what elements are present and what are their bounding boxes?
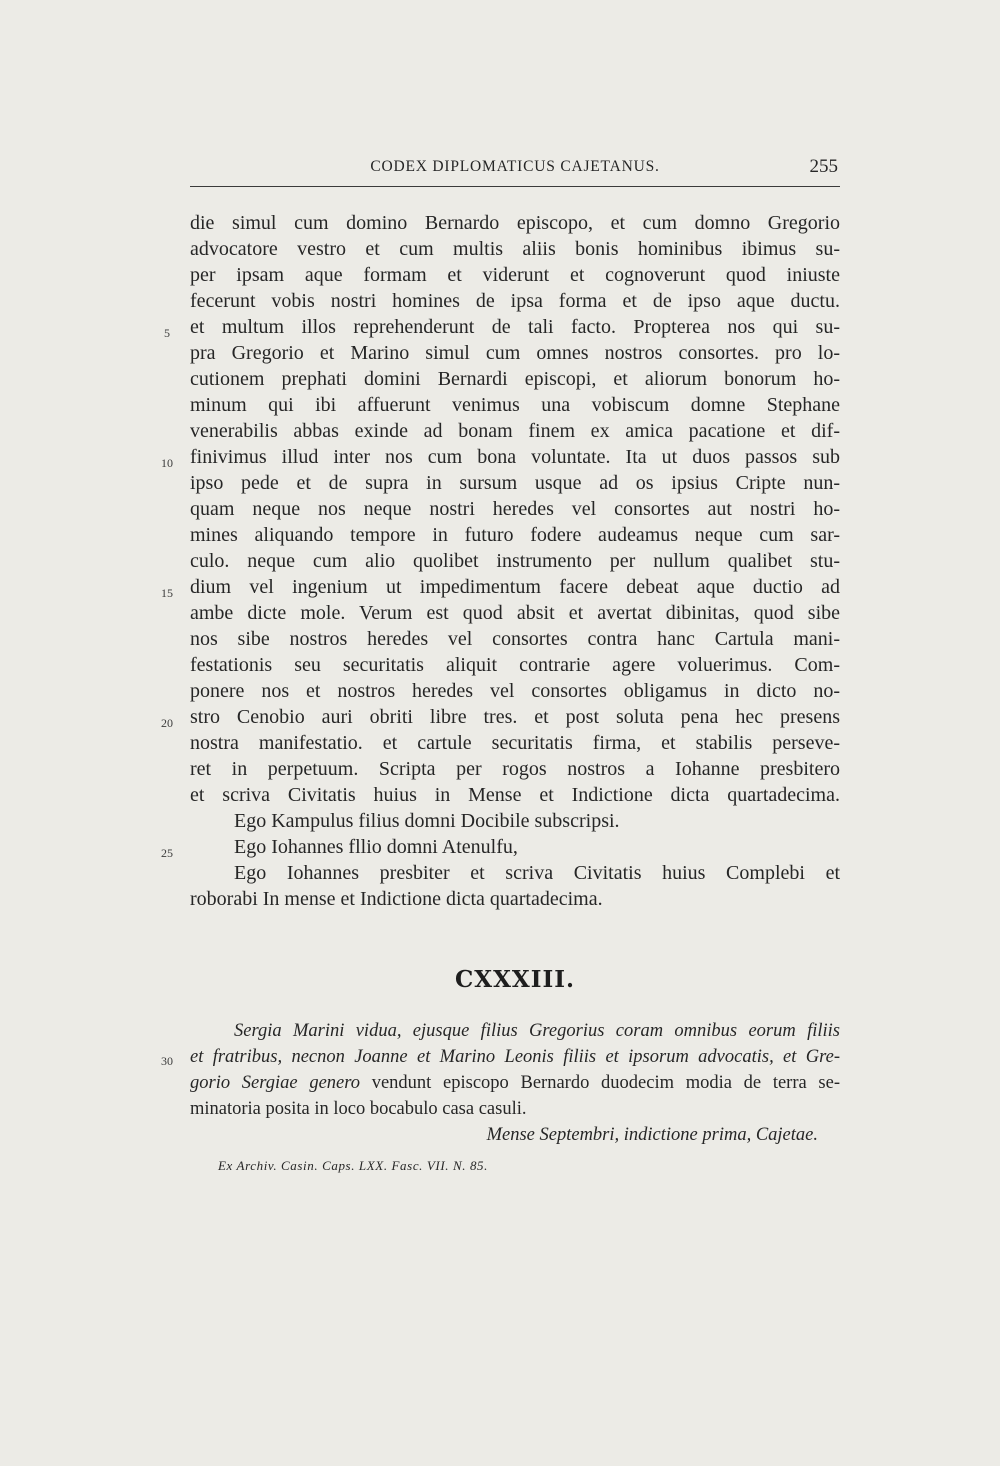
text-line: cutionem prephati domini Bernardi episcopi, et aliorum bonorum ho-: [190, 368, 840, 390]
text-line: festationis seu securitatis aliquit contrarie agere voluerimus. Com-: [190, 654, 840, 676]
margin-line-number: 30: [161, 1054, 173, 1068]
signature-line: Ego Iohannes presbiter et scriva Civitatis huius Complebi et: [234, 862, 840, 884]
summary-line: [190, 1070, 840, 1096]
text-line: quam neque nos neque nostri heredes vel consortes aut nostri ho-: [190, 498, 840, 520]
text-line: nostra manifestatio. et cartule securitatis firma, et stabilis persevе-: [190, 732, 840, 754]
text-line: stro Cenobio auri obriti libre tres. et post soluta pena hec presens: [190, 706, 840, 728]
text-line: finivimus illud inter nos cum bona voluntate. Ita ut duos passos sub: [190, 446, 840, 468]
text-line: venerabilis abbas exinde ad bonam finem ex amica pacatione et dif-: [190, 420, 840, 442]
text-line: ret in perpetuum. Scripta per rogos nostros a Iohanne presbitero: [190, 758, 840, 780]
margin-line-number: 25: [161, 846, 173, 860]
text-line: advocatore vestro et cum multis aliis bonis hominibus ibimus su-: [190, 238, 840, 260]
summary-italic-part: gorio Sergiae genero: [190, 1073, 361, 1093]
text-line: minum qui ibi affuerunt venimus una vobiscum domne Stephane: [190, 394, 840, 416]
summary-line: et fratribus, necnon Joanne et Marino Leonis filiis et ipsorum advocatis, et Gre-: [190, 1047, 840, 1067]
margin-line-number: 15: [161, 586, 173, 600]
text-line: pra Gregorio et Marino simul cum omnes nostros consortes. pro lo-: [190, 342, 840, 364]
text-line: et scriva Civitatis huius in Mense et Indictione dicta quartadecima.: [190, 784, 840, 806]
text-line: ambe dicte mole. Verum est quod absit et avertat dibinitas, quod sibe: [190, 602, 840, 624]
signature-line: Ego Iohannes fllio domni Atenulfu,: [234, 836, 518, 858]
summary-line: minatoria posita in loco bocabulo casa casuli.: [190, 1099, 527, 1119]
document-number: CXXXIII.: [454, 966, 576, 993]
text-line: mines aliquando tempore in futuro fodere audeamus neque cum sar-: [190, 524, 840, 546]
text-line: die simul cum domino Bernardo episcopo, et cum domno Gregorio: [190, 212, 840, 234]
text-line: dium vel ingenium ut impedimentum facere debeat aque ductio ad: [190, 576, 840, 598]
running-head: [190, 154, 840, 187]
margin-line-number: 10: [161, 456, 173, 470]
summary-line: Sergia Marini vidua, ejusque filius Gregorius coram omnibus eorum filiis: [234, 1021, 840, 1041]
text-line: ponere nos et nostros heredes vel consortes obligamus in dicto no-: [190, 680, 840, 702]
margin-line-number: 5: [164, 326, 170, 340]
text-line: ipso pede et de supra in sursum usque ad os ipsius Cripte nun-: [190, 472, 840, 494]
summary-roman-part: vendunt episcopo Bernardo duodecim modia de terra se-: [360, 1073, 840, 1093]
text-line: per ipsam aque formam et viderunt et cognoverunt quod iniuste: [190, 264, 840, 286]
text-line: nos sibe nostros heredes vel consortes contra hanc Cartula mani-: [190, 628, 840, 650]
page-number: 255: [809, 156, 838, 177]
running-head-title: CODEX DIPLOMATICUS CAJETANUS.: [370, 158, 660, 175]
text-line: culo. neque cum alio quolibet instrumento per nullum qualibet stu-: [190, 550, 840, 572]
text-line: et multum illos reprehenderunt de tali facto. Propterea nos qui su-: [190, 316, 840, 338]
text-line: fecerunt vobis nostri homines de ipsa forma et de ipso aque ductu.: [190, 290, 840, 312]
archive-source: Ex Archiv. Casin. Caps. LXX. Fasc. VII. N. 85.: [218, 1158, 489, 1173]
text-line: roborabi In mense et Indictione dicta quartadecima.: [190, 888, 603, 910]
signature-line: Ego Kampulus filius domni Docibile subscripsi.: [234, 810, 620, 832]
margin-line-number: 20: [161, 716, 173, 730]
summary-date: Mense Septembri, indictione prima, Cajetae.: [486, 1125, 818, 1145]
